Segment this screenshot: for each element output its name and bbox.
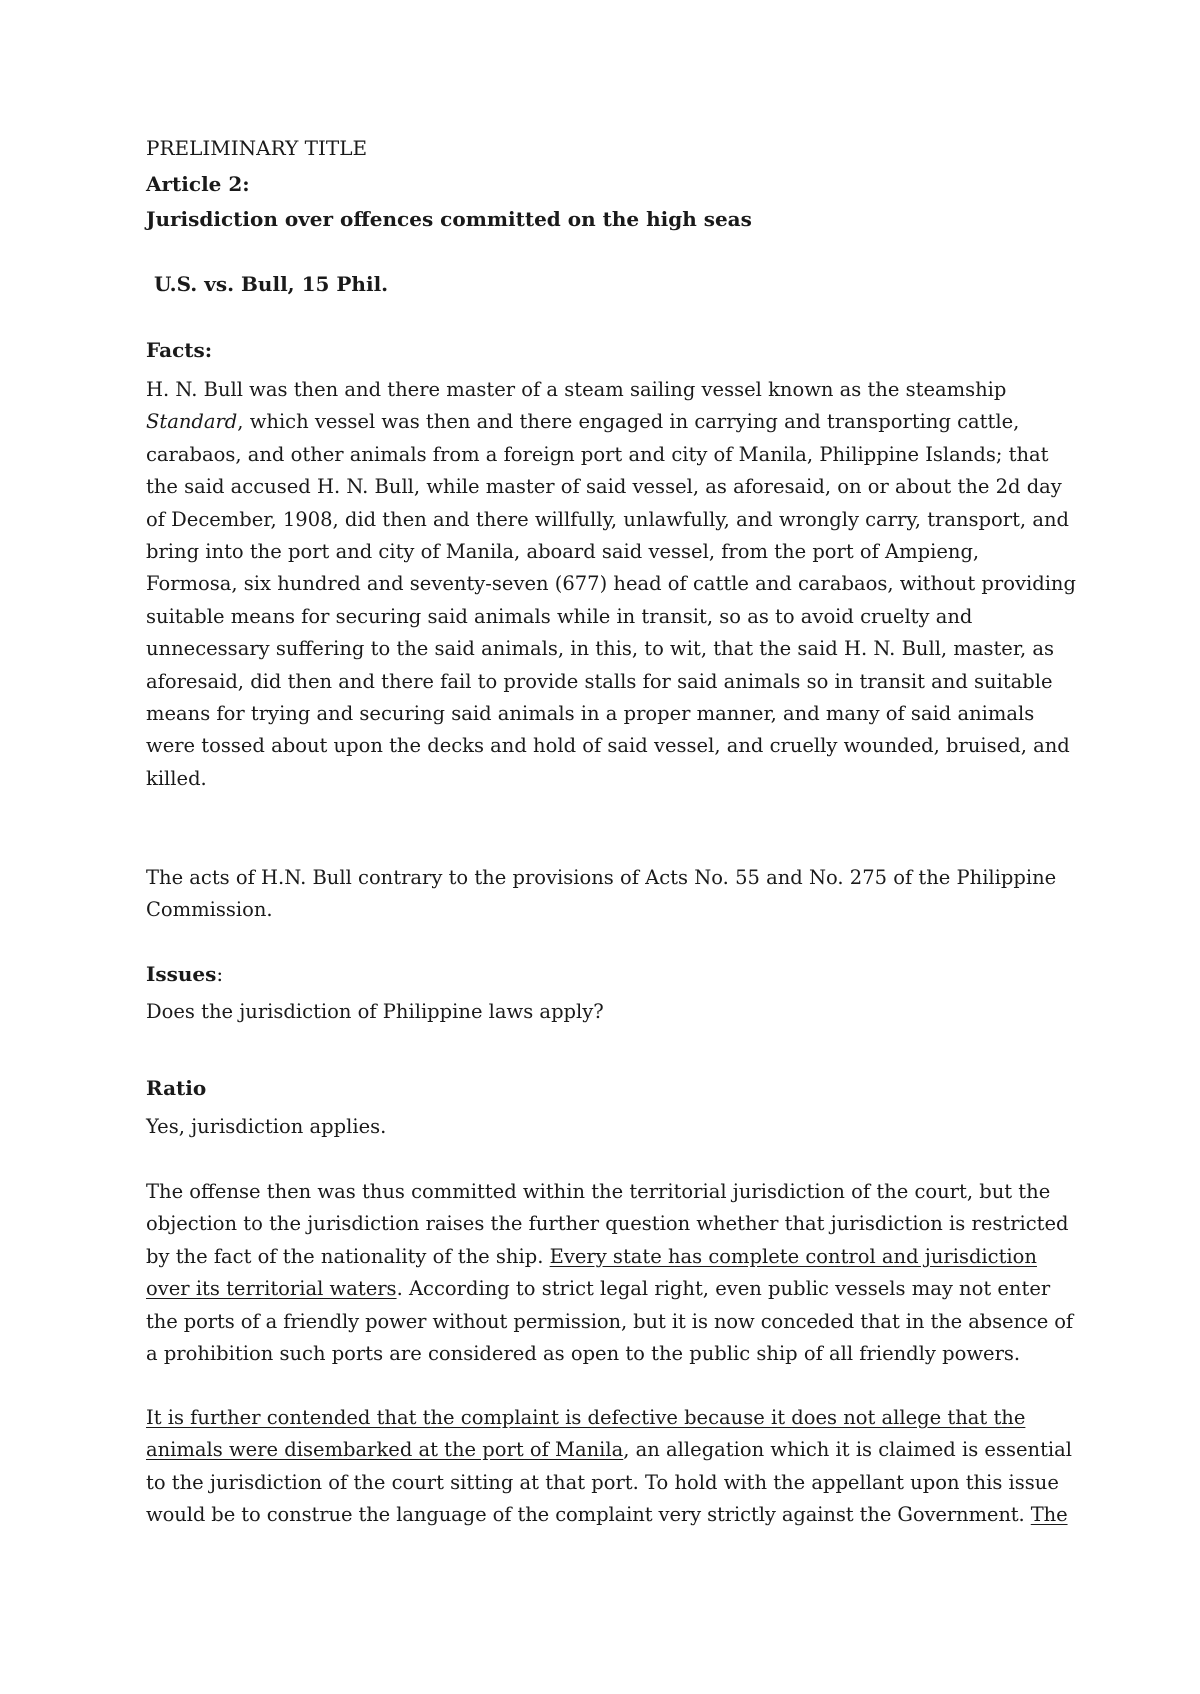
text-line <box>146 406 1076 438</box>
text-line <box>146 1434 1076 1466</box>
issues-label <box>146 962 223 986</box>
underlined-text: Every state has complete control and jurisdiction <box>549 1244 1037 1268</box>
facts-label: Facts: <box>146 338 213 362</box>
underlined-text: It is further contended that the complaint is defective because it does not allege that the <box>146 1406 1026 1429</box>
case-name: U.S. vs. Bull, 15 Phil. <box>154 272 389 296</box>
article-heading: Article 2: <box>146 172 250 196</box>
text-line: suitable means for securing said animals while in transit, so as to avoid cruelty and <box>146 604 973 628</box>
text-line: killed. <box>146 766 207 790</box>
text-line <box>146 1273 1076 1305</box>
subject-heading: Jurisdiction over offences committed on the high seas <box>146 207 752 231</box>
text-line: carabaos, and other animals from a foreign port and city of Manila, Philippine Islands; that <box>146 442 1049 466</box>
text-line: Commission. <box>146 898 273 922</box>
text-line: bring into the port and city of Manila, aboard said vessel, from the port of Ampieng, <box>146 540 980 564</box>
text-line: Does the jurisdiction of Philippine laws apply? <box>146 1000 604 1023</box>
text-run: by the fact of the nationality of the ship. <box>146 1244 550 1268</box>
text-line: means for trying and securing said animals in a proper manner, and many of said animals <box>146 702 1035 726</box>
text-run: , an allegation which it is claimed is essential <box>623 1438 1073 1462</box>
text-line: H. N. Bull was then and there master of a steam sailing vessel known as the steamship <box>146 378 1007 401</box>
text-line: Formosa, six hundred and seventy-seven (677) head of cattle and carabaos, without providing <box>146 572 1076 596</box>
text-line: aforesaid, did then and there fail to provide stalls for said animals so in transit and suitable <box>146 669 1053 693</box>
text-line: were tossed about upon the decks and hold of said vessel, and cruelly wounded, bruised, and <box>146 734 1070 758</box>
underlined-text: animals were disembarked at the port of Manila <box>146 1438 624 1462</box>
issues-text <box>146 996 1076 1028</box>
ratio-label: Ratio <box>146 1076 207 1100</box>
text-run: . According to strict legal right, even public vessels may not enter <box>396 1277 1051 1301</box>
text-line <box>146 1402 1076 1434</box>
text-run: would be to construe the language of the complaint very strictly against the Government. <box>146 1503 1031 1527</box>
text-line <box>146 1499 1076 1531</box>
underlined-text: The <box>1030 1503 1068 1527</box>
text-line: The acts of H.N. Bull contrary to the provisions of Acts No. 55 and No. 275 of the Philippine <box>146 866 1057 889</box>
preliminary-title: PRELIMINARY TITLE <box>146 136 368 160</box>
underlined-text: over its territorial waters <box>146 1277 397 1301</box>
ship-name: Standard <box>146 410 238 434</box>
issues-colon: : <box>216 962 224 986</box>
issues-label-text: Issues <box>146 962 217 986</box>
text-run: , which vessel was then and there engaged in carrying and transporting cattle, <box>237 410 1020 434</box>
ratio-paragraph-2 <box>146 1402 1076 1532</box>
text-line: the ports of a friendly power without permission, but it is now conceded that in the absence of <box>146 1309 1074 1333</box>
text-line: objection to the jurisdiction raises the further question whether that jurisdiction is restricted <box>146 1212 1069 1236</box>
text-line: of December, 1908, did then and there willfully, unlawfully, and wrongly carry, transport, and <box>146 507 1069 531</box>
facts-paragraph-1 <box>146 374 1076 795</box>
ratio-answer <box>146 1111 1076 1143</box>
text-line: unnecessary suffering to the said animals, in this, to wit, that the said H. N. Bull, master, as <box>146 637 1055 661</box>
text-line: to the jurisdiction of the court sitting at that port. To hold with the appellant upon this issue <box>146 1470 1059 1494</box>
text-line: The offense then was thus committed within the territorial jurisdiction of the court, but the <box>146 1180 1051 1203</box>
text-line: the said accused H. N. Bull, while master of said vessel, as aforesaid, on or about the 2d day <box>146 475 1062 499</box>
text-line <box>146 1241 1076 1273</box>
text-line: Yes, jurisdiction applies. <box>146 1115 387 1138</box>
text-line: a prohibition such ports are considered as open to the public ship of all friendly powers. <box>146 1342 1021 1366</box>
ratio-paragraph-1 <box>146 1176 1076 1370</box>
facts-paragraph-2 <box>146 862 1076 927</box>
